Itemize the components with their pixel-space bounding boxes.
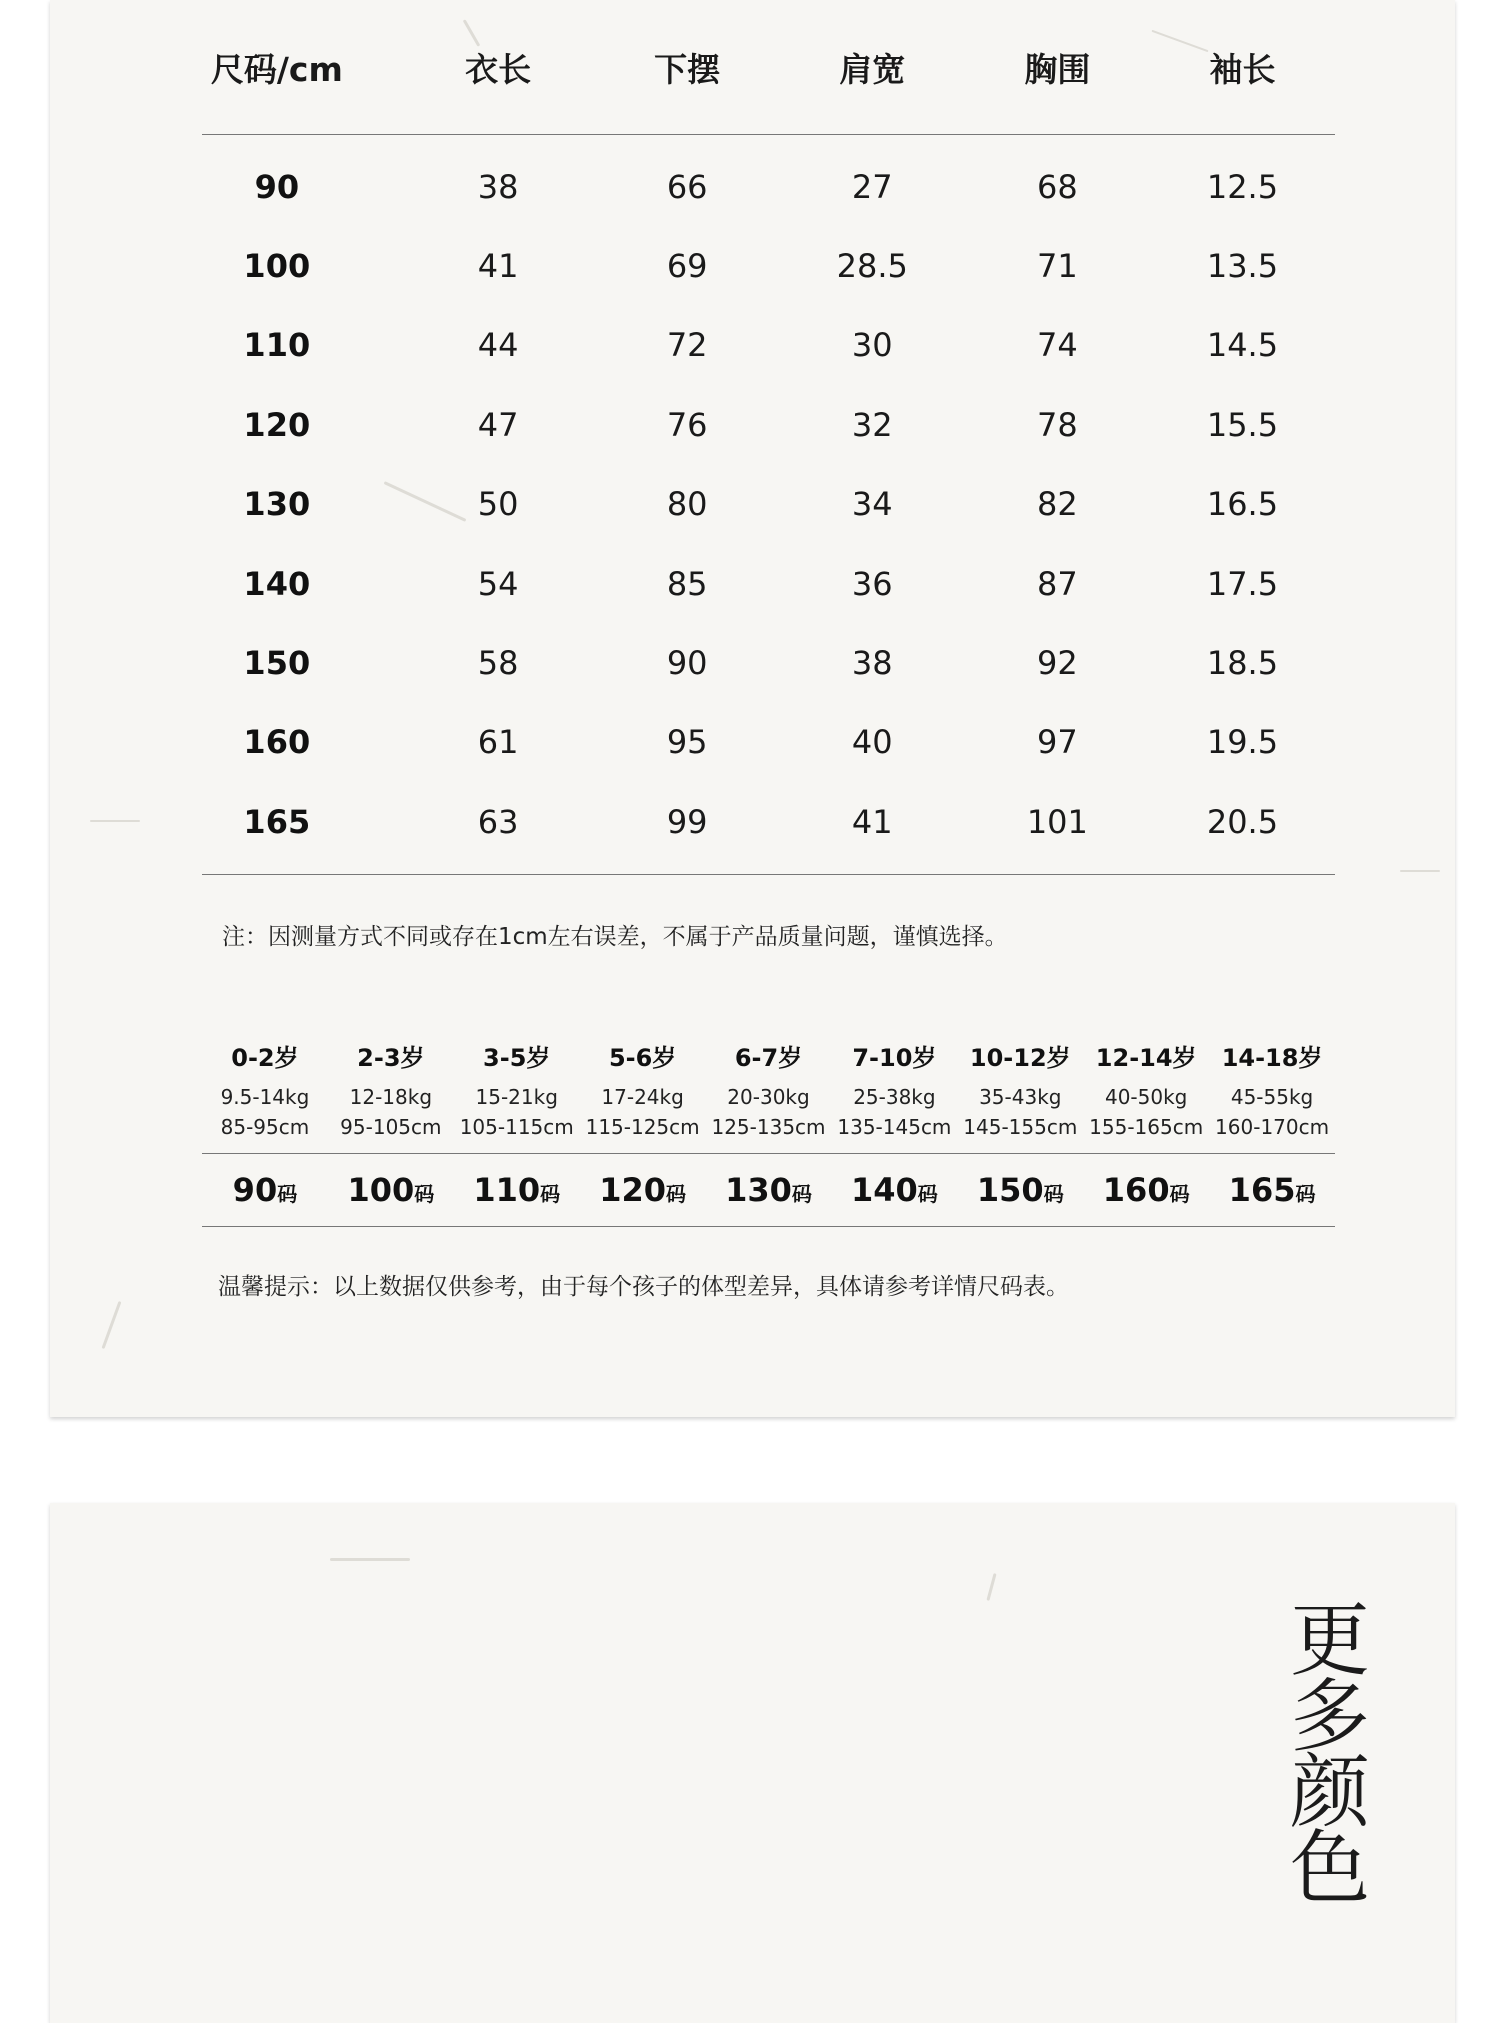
- age-label: 5-6岁: [608, 1044, 677, 1072]
- size-cell: 120: [243, 405, 311, 444]
- age-column: [454, 1030, 580, 1153]
- age-column: [706, 1030, 832, 1153]
- measure-cell: 63: [477, 802, 519, 841]
- size-row: [202, 703, 1335, 782]
- measure-cell: 38: [477, 167, 519, 206]
- header-shoulder: 肩宽: [839, 49, 906, 89]
- size-cell: 100: [243, 247, 311, 286]
- size-cell: 90: [254, 167, 300, 206]
- measure-cell: 12.5: [1206, 167, 1279, 206]
- age-column: [202, 1030, 328, 1153]
- age-column: [831, 1030, 957, 1153]
- measure-cell: 68: [1037, 167, 1078, 206]
- paper-fiber: [1400, 870, 1440, 872]
- paper-fiber: [102, 1301, 122, 1349]
- size-chart-card: [50, 0, 1455, 1417]
- age-row: [202, 1030, 1335, 1154]
- size-row: [202, 782, 1335, 861]
- age-size-table: [202, 1030, 1335, 1227]
- age-weight: 9.5-14kg: [220, 1085, 310, 1109]
- measurement-note: 注：因测量方式不同或存在1cm左右误差，不属于产品质量问题，谨慎选择。: [222, 924, 1008, 950]
- measure-cell: 47: [477, 405, 519, 444]
- measure-cell: 19.5: [1206, 723, 1279, 762]
- size-code-number: 100: [347, 1171, 415, 1209]
- size-code: [957, 1171, 1083, 1209]
- age-weight: 25-38kg: [853, 1085, 936, 1109]
- measure-cell: 14.5: [1206, 326, 1279, 365]
- size-row: [202, 385, 1335, 464]
- age-weight: 15-21kg: [475, 1085, 558, 1109]
- size-code-number: 110: [473, 1171, 541, 1209]
- age-height: 160-170cm: [1215, 1115, 1330, 1139]
- measure-cell: 16.5: [1206, 485, 1279, 524]
- measure-cell: 92: [1037, 644, 1078, 683]
- measure-cell: 87: [1037, 564, 1078, 603]
- measure-cell: 41: [851, 802, 893, 841]
- size-code-number: 130: [725, 1171, 792, 1209]
- measure-cell: 71: [1037, 247, 1078, 286]
- code-row: [202, 1154, 1335, 1227]
- age-height: 155-165cm: [1089, 1115, 1204, 1139]
- measure-cell: 34: [851, 485, 893, 524]
- size-code-unit: 码: [1043, 1182, 1064, 1206]
- measure-cell: 69: [666, 247, 708, 286]
- header-length: 衣长: [465, 49, 532, 89]
- more-colors-card: [50, 1503, 1455, 2023]
- age-height: 125-135cm: [711, 1115, 826, 1139]
- measure-cell: 38: [851, 644, 893, 683]
- measure-cell: 76: [666, 405, 708, 444]
- measure-cell: 30: [851, 326, 893, 365]
- age-height: 105-115cm: [459, 1115, 574, 1139]
- age-column: [1083, 1030, 1209, 1153]
- age-height: 85-95cm: [220, 1115, 310, 1139]
- age-height: 95-105cm: [340, 1115, 442, 1139]
- age-label: 6-7岁: [734, 1044, 803, 1072]
- age-label: 0-2岁: [231, 1044, 299, 1072]
- size-code: [580, 1171, 706, 1209]
- measure-cell: 82: [1037, 485, 1078, 524]
- size-code-number: 165: [1228, 1171, 1296, 1209]
- measure-cell: 36: [851, 564, 893, 603]
- age-label: 2-3岁: [357, 1044, 425, 1072]
- measure-cell: 85: [666, 564, 708, 603]
- size-code-unit: 码: [1169, 1182, 1190, 1206]
- age-column: [957, 1030, 1083, 1153]
- age-weight: 12-18kg: [349, 1085, 433, 1109]
- measure-cell: 58: [477, 644, 519, 683]
- size-code-unit: 码: [666, 1182, 687, 1206]
- measure-cell: 97: [1037, 723, 1078, 762]
- measure-cell: 32: [851, 405, 893, 444]
- measure-cell: 78: [1037, 405, 1078, 444]
- size-code-number: 140: [851, 1171, 918, 1209]
- size-code-unit: 码: [1295, 1182, 1316, 1206]
- size-cell: 110: [243, 326, 311, 365]
- paper-fiber: [90, 820, 140, 822]
- size-code-number: 120: [599, 1171, 667, 1209]
- size-code: [706, 1171, 832, 1209]
- size-code-unit: 码: [414, 1182, 435, 1206]
- size-code-unit: 码: [791, 1182, 812, 1206]
- age-label: 7-10岁: [852, 1044, 937, 1072]
- size-code-unit: 码: [540, 1182, 561, 1206]
- measure-cell: 54: [477, 564, 519, 603]
- size-row: [202, 147, 1335, 226]
- measure-cell: 28.5: [836, 247, 908, 286]
- age-label: 3-5岁: [483, 1044, 551, 1072]
- age-weight: 40-50kg: [1104, 1085, 1188, 1109]
- paper-fiber: [330, 1558, 410, 1561]
- measure-cell: 41: [477, 247, 519, 286]
- measure-cell: 50: [477, 485, 519, 524]
- measure-cell: 95: [666, 723, 708, 762]
- age-height: 145-155cm: [963, 1115, 1078, 1139]
- size-row: [202, 623, 1335, 702]
- measure-cell: 80: [666, 485, 708, 524]
- size-code: [454, 1171, 580, 1209]
- age-height: 135-145cm: [837, 1115, 952, 1139]
- size-code: [328, 1171, 454, 1209]
- size-cell: 130: [243, 485, 311, 524]
- size-table: [202, 0, 1335, 875]
- size-row: [202, 306, 1335, 385]
- header-hem: 下摆: [654, 49, 721, 89]
- measure-cell: 40: [851, 723, 893, 762]
- age-label: 10-12岁: [969, 1044, 1071, 1072]
- age-weight: 35-43kg: [979, 1085, 1062, 1109]
- size-cell: 160: [243, 723, 311, 762]
- header-sleeve: 袖长: [1209, 49, 1276, 89]
- header-chest: 胸围: [1024, 49, 1091, 89]
- more-colors-title: 更多颜色: [1290, 1594, 1370, 1915]
- measure-cell: 13.5: [1206, 247, 1279, 286]
- measure-cell: 90: [666, 644, 708, 683]
- size-table-header: [202, 0, 1335, 135]
- size-code-number: 150: [976, 1171, 1044, 1209]
- measure-cell: 72: [666, 326, 708, 365]
- size-table-body: [202, 135, 1335, 875]
- header-size: 尺码/cm: [210, 49, 343, 89]
- size-code-number: 160: [1102, 1171, 1170, 1209]
- size-code: [1209, 1171, 1335, 1209]
- warm-tip: 温馨提示：以上数据仅供参考，由于每个孩子的体型差异，具体请参考详情尺码表。: [218, 1274, 1069, 1300]
- measure-cell: 15.5: [1206, 405, 1279, 444]
- size-row: [202, 226, 1335, 305]
- size-code-unit: 码: [917, 1182, 938, 1206]
- measure-cell: 66: [666, 167, 708, 206]
- age-label: 14-18岁: [1221, 1044, 1323, 1072]
- measure-cell: 101: [1026, 802, 1088, 841]
- age-weight: 45-55kg: [1230, 1085, 1314, 1109]
- measure-cell: 61: [477, 723, 519, 762]
- size-row: [202, 544, 1335, 623]
- size-cell: 165: [243, 802, 311, 841]
- size-row: [202, 465, 1335, 544]
- age-height: 115-125cm: [585, 1115, 700, 1139]
- measure-cell: 20.5: [1206, 802, 1279, 841]
- size-code-number: 90: [232, 1171, 278, 1209]
- measure-cell: 27: [851, 167, 893, 206]
- size-code: [831, 1171, 957, 1209]
- age-column: [1209, 1030, 1335, 1153]
- age-weight: 20-30kg: [727, 1085, 810, 1109]
- size-cell: 140: [243, 564, 311, 603]
- age-weight: 17-24kg: [601, 1085, 684, 1109]
- measure-cell: 74: [1037, 326, 1078, 365]
- measure-cell: 18.5: [1206, 644, 1279, 683]
- measure-cell: 17.5: [1206, 564, 1279, 603]
- size-code: [202, 1171, 328, 1209]
- size-code: [1083, 1171, 1209, 1209]
- measure-cell: 99: [666, 802, 708, 841]
- age-label: 12-14岁: [1095, 1044, 1197, 1072]
- paper-fiber: [986, 1573, 996, 1601]
- age-column: [328, 1030, 454, 1153]
- age-column: [580, 1030, 706, 1153]
- size-code-unit: 码: [277, 1182, 298, 1206]
- size-cell: 150: [243, 644, 311, 683]
- measure-cell: 44: [477, 326, 519, 365]
